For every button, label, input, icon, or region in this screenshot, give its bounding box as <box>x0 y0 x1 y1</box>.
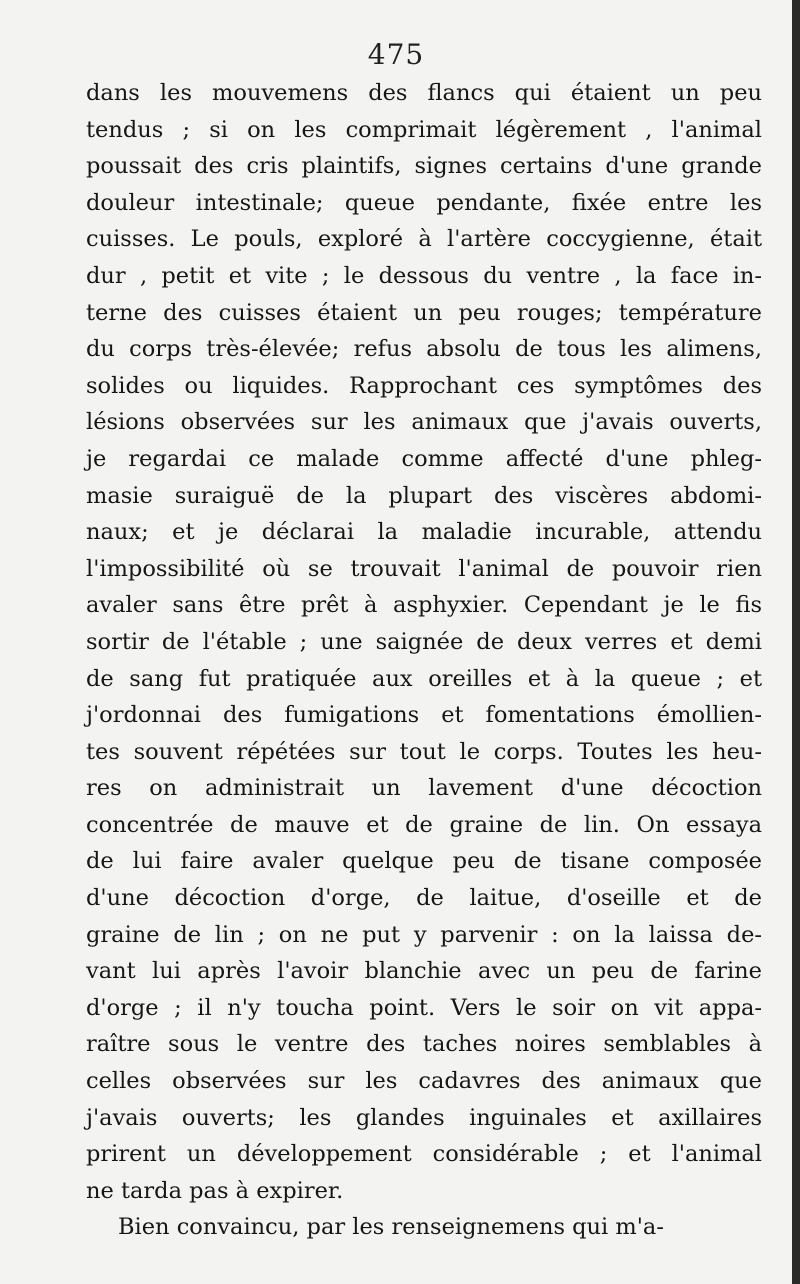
text-line: l'impossibilité où se trouvait l'animal de pouvoir rien <box>86 555 762 582</box>
text-line: concentrée de mauve et de graine de lin. On essaya <box>86 811 762 838</box>
text-line: solides ou liquides. Rapprochant ces symptômes des <box>86 372 762 399</box>
text-line: dur , petit et vite ; le dessous du ventre , la face in- <box>86 262 762 289</box>
text-line: de sang fut pratiquée aux oreilles et à la queue ; et <box>86 665 762 692</box>
text-line: avaler sans être prêt à asphyxier. Cependant je le fis <box>86 592 762 619</box>
text-line: prirent un développement considérable ; et l'animal <box>86 1141 762 1168</box>
text-line: j'ordonnai des fumigations et fomentations émollien- <box>86 702 762 729</box>
text-line: je regardai ce malade comme affecté d'une phleg- <box>86 445 762 472</box>
text-line: tendus ; si on les comprimait légèrement , l'animal <box>86 116 762 143</box>
text-line: vant lui après l'avoir blanchie avec un peu de farine <box>86 958 762 985</box>
text-line: cuisses. Le pouls, exploré à l'artère coccygienne, était <box>86 226 762 253</box>
body-text <box>86 75 762 1246</box>
text-line: dans les mouvemens des flancs qui étaient un peu <box>86 80 762 106</box>
text-line: ne tarda pas à expirer. <box>86 1177 344 1204</box>
text-line: Bien convaincu, par les renseignemens qui m'a- <box>118 1214 664 1241</box>
text-line: j'avais ouverts; les glandes inguinales et axillaires <box>86 1104 762 1131</box>
text-line: tes souvent répétées sur tout le corps. Toutes les heu- <box>86 738 762 765</box>
paragraph-2 <box>86 1209 762 1246</box>
text-line: graine de lin ; on ne put y parvenir : on la laissa de- <box>86 921 762 948</box>
text-line: sortir de l'étable ; une saignée de deux verres et demi <box>86 628 762 655</box>
text-line: res on administrait un lavement d'une décoction <box>86 775 762 802</box>
text-line: de lui faire avaler quelque peu de tisane composée <box>86 848 762 875</box>
text-line: du corps très-élevée; refus absolu de tous les alimens, <box>86 336 762 363</box>
text-line: lésions observées sur les animaux que j'avais ouverts, <box>86 409 762 436</box>
text-line: masie suraiguë de la plupart des viscères abdomi- <box>86 482 762 509</box>
text-line: raître sous le ventre des taches noires semblables à <box>86 1031 762 1058</box>
text-line: celles observées sur les cadavres des animaux que <box>86 1068 762 1095</box>
paragraph-1 <box>86 75 762 1209</box>
text-line: naux; et je déclarai la maladie incurable, attendu <box>86 519 762 546</box>
text-line: d'une décoction d'orge, de laitue, d'oseille et de <box>86 885 762 912</box>
page-number: 475 <box>367 38 425 71</box>
text-line: d'orge ; il n'y toucha point. Vers le soir on vit appa- <box>86 994 762 1021</box>
text-line: terne des cuisses étaient un peu rouges; température <box>86 299 762 326</box>
text-line: douleur intestinale; queue pendante, fixée entre les <box>86 189 762 216</box>
text-line: poussait des cris plaintifs, signes certains d'une grande <box>86 153 762 180</box>
